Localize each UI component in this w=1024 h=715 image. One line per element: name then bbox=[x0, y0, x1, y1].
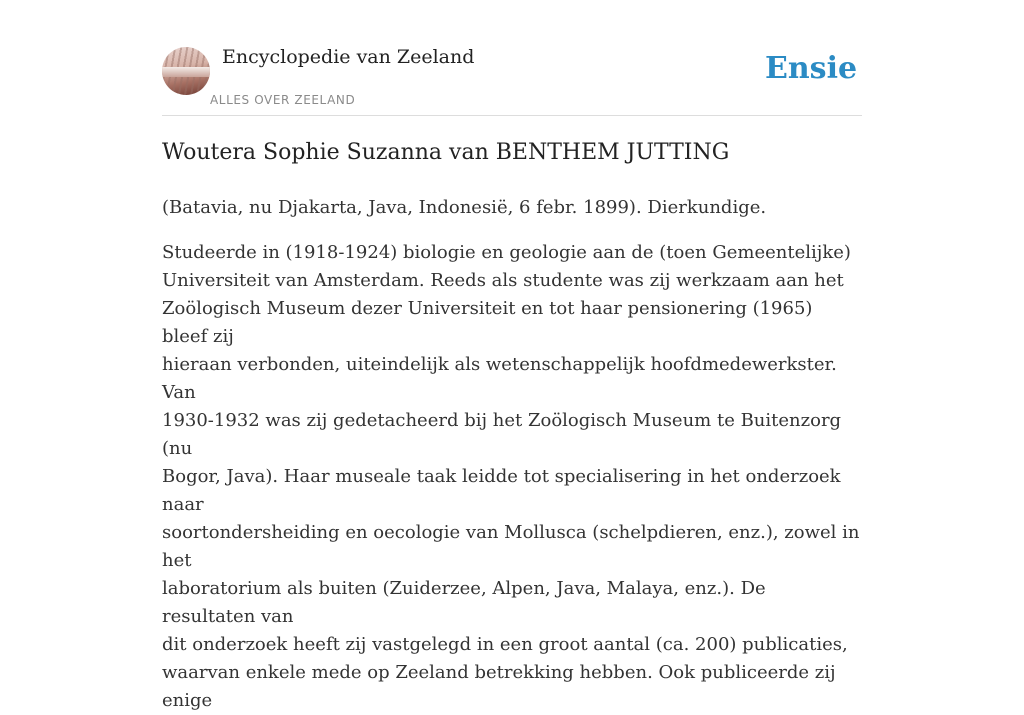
site-subtitle: ALLES OVER ZEELAND bbox=[210, 93, 356, 107]
header-divider bbox=[162, 115, 862, 116]
site-avatar[interactable] bbox=[162, 47, 210, 95]
avatar-image-detail bbox=[162, 67, 210, 77]
ensie-logo-link[interactable]: Ensie bbox=[765, 51, 858, 86]
article-title: Woutera Sophie Suzanna van BENTHEM JUTTING bbox=[162, 140, 730, 165]
site-title[interactable]: Encyclopedie van Zeeland bbox=[222, 46, 475, 68]
article-lead: (Batavia, nu Djakarta, Java, Indonesië, 6 febr. 1899). Dierkundige. bbox=[162, 197, 767, 218]
article-body: Studeerde in (1918-1924) biologie en geologie aan de (toen Gemeentelijke) Universiteit van Amsterdam. Reeds als studente was zij werkzaam aan het Zoölogisch Museum dezer Universiteit en tot haar pensionering (1965) bleef zij hieraan verbonden, uiteindelijk als wetenschappelijk hoofdmedewerkster. Van 1930-1932 was zij gedetacheerd bij het Zoölogisch Museum te Buitenzorg (nu Bogor, Java). Haar museale taak leidde tot specialisering in het onderzoek naar soortondersheiding en oecologie van Mollusca (schelpdieren, enz.), zowel in het laboratorium als buiten (Zuiderzee, Alpen, Java, Malaya, enz.). De resultaten van dit onderzoek heeft zij vastgelegd in een groot aantal (ca. 200) publicaties, waarvan enkele mede op Zeeland betrekking hebben. Ook publiceerde zij enige bbox=[162, 242, 860, 711]
